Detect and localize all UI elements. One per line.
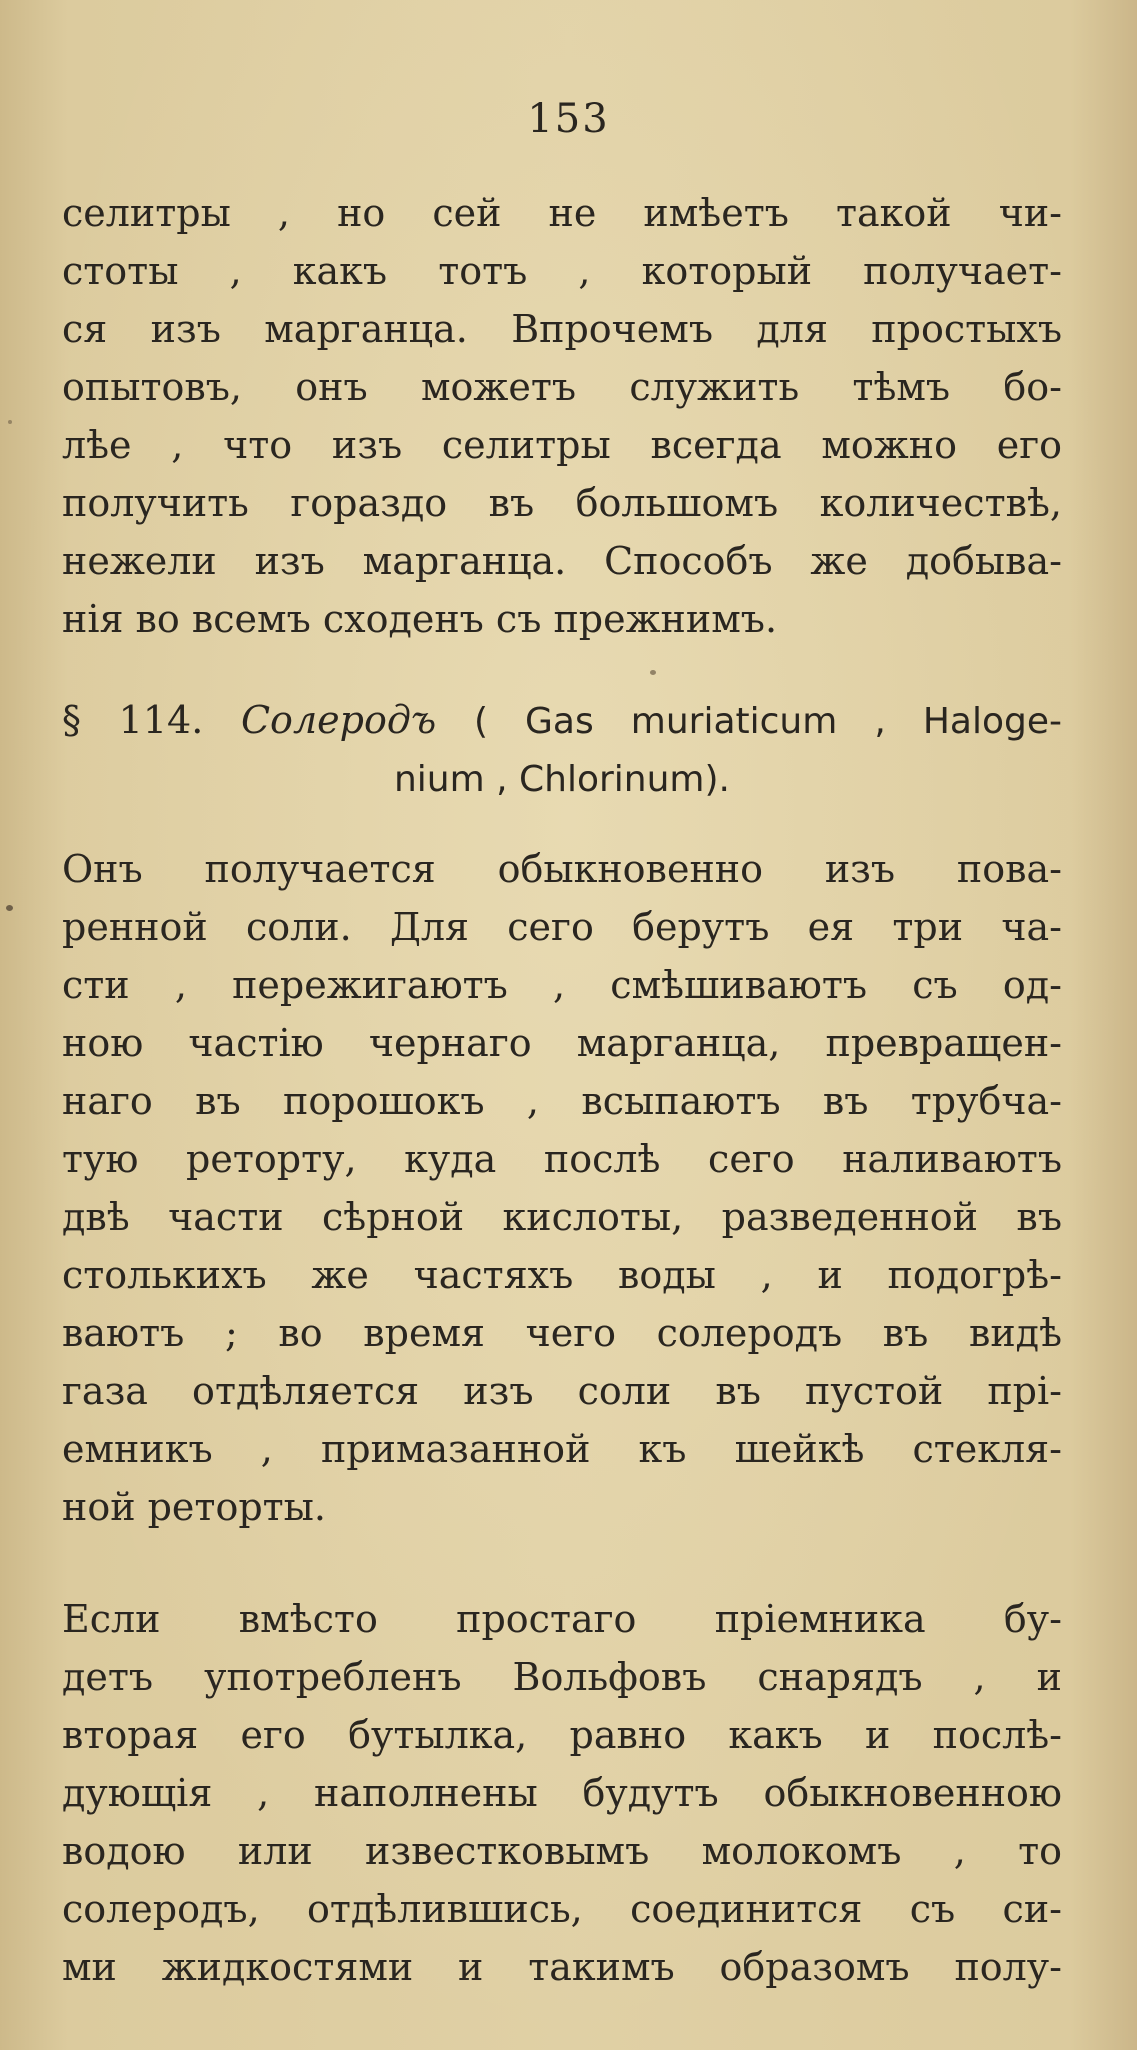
text-line: емникъ , примазанной къ шейкѣ стекля- — [62, 1427, 1062, 1471]
ink-speck — [8, 420, 12, 424]
text-line: лѣе , что изъ селитры всегда можно его — [62, 423, 1062, 467]
section-title: Солеродъ — [240, 698, 437, 742]
section-heading — [62, 690, 1062, 810]
ink-speck — [6, 905, 13, 911]
text-line: ваютъ ; во время чего солеродъ въ видѣ — [62, 1311, 1062, 1355]
page-number: 153 — [527, 96, 610, 142]
paragraph-3 — [62, 1590, 1062, 1996]
section-number: § 114. — [62, 698, 204, 742]
text-line: получить гораздо въ большомъ количествѣ, — [62, 481, 1062, 525]
text-line: ной реторты. — [62, 1485, 326, 1529]
paragraph-2 — [62, 840, 1062, 1536]
text-line: детъ употребленъ Вольфовъ снарядъ , и — [62, 1655, 1062, 1699]
text-line: опытовъ, онъ можетъ служить тѣмъ бо- — [62, 365, 1062, 409]
text-line: нія во всемъ сходенъ съ прежнимъ. — [62, 597, 778, 641]
text-line: столькихъ же частяхъ воды , и подогрѣ- — [62, 1253, 1062, 1297]
text-line: газа отдѣляется изъ соли въ пустой прі- — [62, 1369, 1062, 1413]
text-line: солеродъ, отдѣлившись, соединится съ си- — [62, 1887, 1062, 1931]
text-line: Онъ получается обыкновенно изъ пова- — [62, 847, 1062, 891]
text-line: ренной соли. Для сего берутъ ея три ча- — [62, 905, 1062, 949]
ink-speck — [650, 670, 656, 675]
text-line: ною частію чернаго марганца, превращен- — [62, 1021, 1062, 1065]
text-line: ми жидкостями и такимъ образомъ полу- — [62, 1945, 1062, 1989]
text-line: наго въ порошокъ , всыпаютъ въ трубча- — [62, 1079, 1062, 1123]
text-line: тую реторту, куда послѣ сего наливаютъ — [62, 1137, 1062, 1181]
text-line: двѣ части сѣрной кислоты, разведенной въ — [62, 1195, 1062, 1239]
section-heading-line-1 — [62, 690, 1062, 750]
text-line: сти , пережигаютъ , смѣшиваютъ съ од- — [62, 963, 1062, 1007]
text-line: нежели изъ марганца. Способъ же добыва- — [62, 539, 1062, 583]
text-line: ся изъ марганца. Впрочемъ для простыхъ — [62, 307, 1062, 351]
text-line: селитры , но сей не имѣетъ такой чи- — [62, 191, 1062, 235]
text-line: вторая его бутылка, равно какъ и послѣ- — [62, 1713, 1062, 1757]
paragraph-1 — [62, 184, 1062, 648]
text-line: Если вмѣсто простаго пріемника бу- — [62, 1597, 1062, 1641]
text-line: дующія , наполнены будутъ обыкновенною — [62, 1771, 1062, 1815]
text-line: водою или известковымъ молокомъ , то — [62, 1829, 1062, 1873]
text-line: стоты , какъ тотъ , который получает- — [62, 249, 1062, 293]
section-latin-names: ( Gas muriaticum , Haloge- — [473, 701, 1062, 742]
section-heading-line-2: nium , Chlorinum). — [393, 759, 730, 800]
